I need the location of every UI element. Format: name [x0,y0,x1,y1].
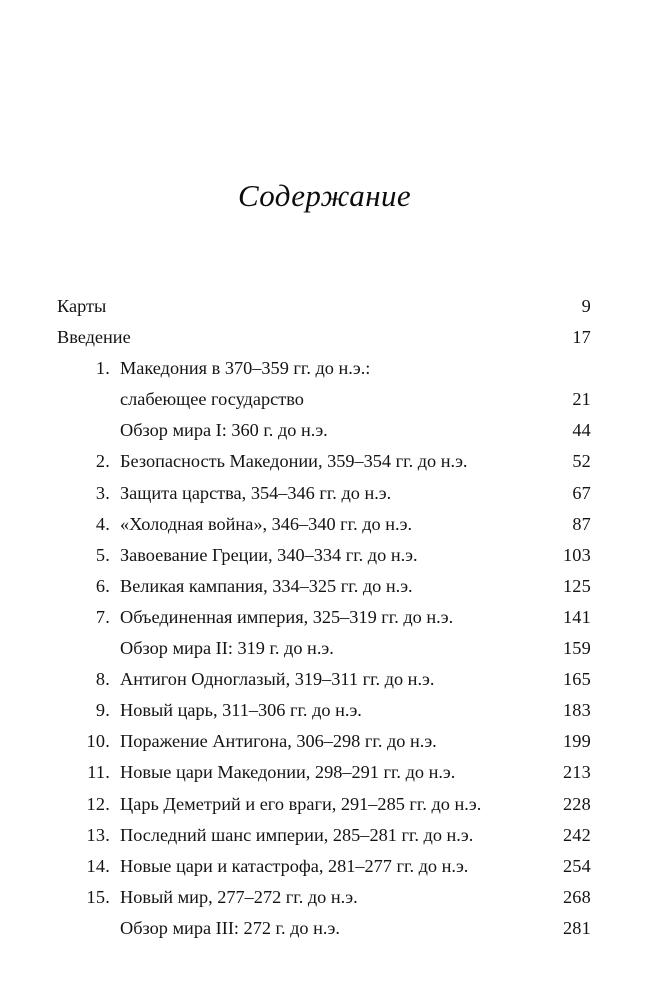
toc-entry-number: 1. [95,358,110,379]
toc-entry[interactable] [57,327,591,358]
page-title: Содержание [237,178,412,213]
toc-entry-page-number: 9 [581,296,591,316]
toc-entry-title: Введение [57,327,131,348]
toc-entry-title: Македония в 370–359 гг. до н.э.: [120,358,371,379]
toc-entry[interactable] [57,887,591,918]
toc-entry[interactable] [57,762,591,793]
toc-entry-number: 11. [87,762,110,783]
toc-entry-title: слабеющее государство [120,389,304,410]
toc-entry-title: Новые цари и катастрофа, 281–277 гг. до н.э. [120,855,469,876]
toc-entry[interactable] [57,856,591,887]
toc-entry-title: «Холодная война», 346–340 гг. до н.э. [120,513,413,534]
toc-entry-page-number: 67 [572,482,591,503]
toc-entry-page-number: 268 [562,886,591,907]
toc-entry-number: 2. [95,451,110,472]
toc-entry-number: 6. [95,575,110,596]
toc-entry-page-number: 44 [572,420,591,441]
toc-entry-title: Карты [57,296,107,316]
toc-entry-page-number: 159 [562,638,591,659]
toc-entry-title: Обзор мира III: 272 г. до н.э. [120,917,340,938]
toc-entry[interactable] [57,296,591,327]
toc-entry-title: Новый царь, 311–306 гг. до н.э. [120,700,362,721]
toc-entry-number: 13. [86,824,110,845]
toc-entry-page-number: 103 [562,544,591,565]
toc-entry-page-number: 87 [572,513,591,534]
toc-entry[interactable] [57,420,591,451]
toc-entry-title: Защита царства, 354–346 гг. до н.э. [120,482,392,503]
toc-entry-title: Царь Деметрий и его враги, 291–285 гг. до н.э. [120,793,482,814]
toc-entry-page-number: 228 [562,793,591,814]
toc-entry-number: 8. [95,669,110,690]
toc-entry-page-number: 199 [562,731,591,752]
toc-entry[interactable] [57,607,591,638]
toc-entry-number: 14. [86,855,110,876]
toc-entry-title: Завоевание Греции, 340–334 гг. до н.э. [120,544,418,565]
toc-entry-title: Обзор мира II: 319 г. до н.э. [120,638,334,659]
toc-entry-number: 15. [86,886,110,907]
toc-entry-page-number: 17 [572,327,591,348]
toc-entry-page-number: 125 [562,575,591,596]
toc-entry[interactable] [57,638,591,669]
toc-entry[interactable] [57,389,591,420]
toc-entry-title: Новый мир, 277–272 гг. до н.э. [120,886,358,907]
toc-entry[interactable] [57,700,591,731]
toc-entry-title: Безопасность Македонии, 359–354 гг. до н.э. [120,451,468,472]
toc-entry-page-number: 165 [562,669,591,690]
toc-entry-page-number: 281 [562,917,591,938]
toc-entry-page-number: 21 [572,389,591,410]
toc-entry-title: Антигон Одноглазый, 319–311 гг. до н.э. [120,669,435,690]
toc-entry-page-number: 254 [562,855,591,876]
toc-entry[interactable] [57,794,591,825]
toc-entry-page-number: 52 [572,451,591,472]
toc-entry-page-number: 183 [562,700,591,721]
toc-entry-title: Новые цари Македонии, 298–291 гг. до н.э. [120,762,456,783]
toc-entry[interactable] [57,825,591,856]
toc-entry[interactable] [57,918,591,949]
toc-entry[interactable] [57,358,591,389]
toc-entry[interactable] [57,731,591,762]
toc-entry-title: Великая кампания, 334–325 гг. до н.э. [120,575,413,596]
table-of-contents-list [57,296,591,949]
toc-entry[interactable] [57,545,591,576]
toc-entry-number: 10. [86,731,110,752]
toc-entry-page-number: 141 [562,606,591,627]
toc-entry-number: 12. [86,793,110,814]
toc-entry-number: 7. [95,606,110,627]
toc-entry[interactable] [57,576,591,607]
toc-entry-page-number: 242 [562,824,591,845]
toc-entry-number: 4. [95,513,110,534]
toc-entry[interactable] [57,451,591,482]
toc-entry-title: Объединенная империя, 325–319 гг. до н.э. [120,606,454,627]
toc-entry-page-number: 213 [562,762,591,783]
toc-entry[interactable] [57,669,591,700]
toc-entry[interactable] [57,514,591,545]
toc-entry[interactable] [57,483,591,514]
toc-entry-title: Поражение Антигона, 306–298 гг. до н.э. [120,731,437,752]
toc-entry-title: Последний шанс империи, 285–281 гг. до н.э. [120,824,474,845]
toc-entry-number: 3. [95,482,110,503]
toc-entry-title: Обзор мира I: 360 г. до н.э. [120,420,328,441]
toc-entry-number: 5. [95,544,110,565]
toc-entry-number: 9. [95,700,110,721]
